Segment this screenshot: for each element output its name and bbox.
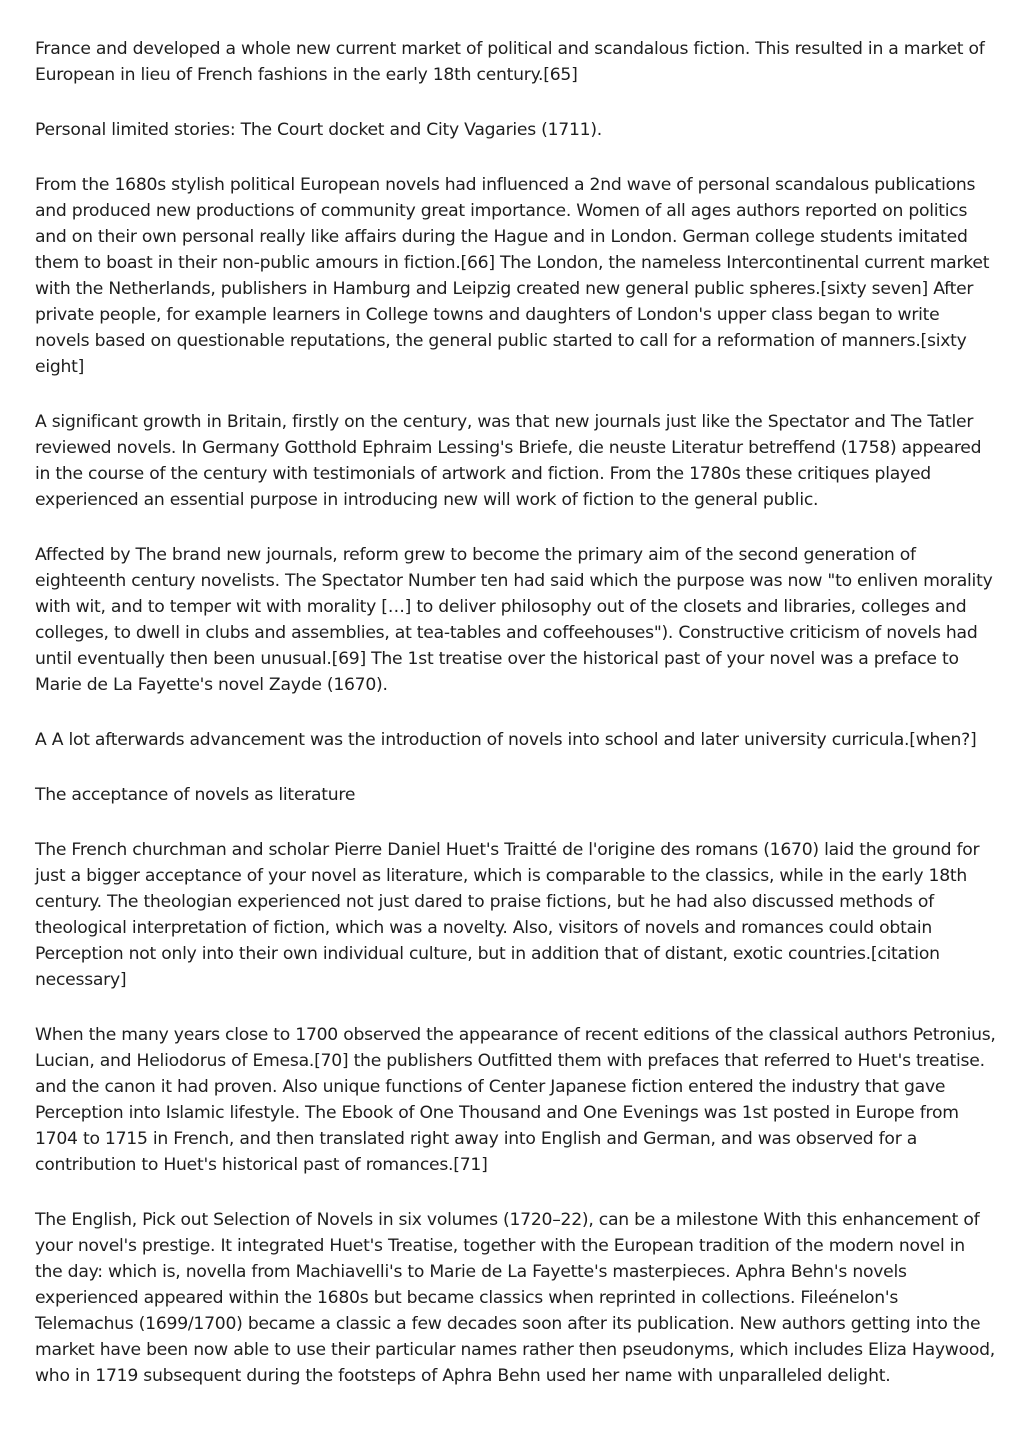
paragraph-huet-traitte: The French churchman and scholar Pierre Daniel Huet's Traitté de l'origine des romans (1670) laid the ground for just a bigger acceptance of your novel as literature, which is comparable to the classics, while in the early 18th century. The theologian experienced not just dared to praise fictions, but he had also discussed methods of theological interpretation of fiction, which was a novelty. Also, visitors of novels and romances could obtain Perception not only into their own individual culture, but in addition that of distant, exotic countries.[citation necessary] [35,840,980,990]
paragraph-classical-editions: When the many years close to 1700 observed the appearance of recent editions of the classical authors Petronius, Lucian, and Heliodorus of Emesa.[70] the publishers Outfitted them with prefaces that referred to Huet's treatise. and the canon it had proven. Also unique functions of Center Japanese fiction entered the industry that gave Perception into Islamic lifestyle. The Ebook of One Thousand and One Evenings was 1st posted in Europe from 1704 to 1715 in French, and then translated right away into English and German, and was observed for a contribution to Huet's historical past of romances.[71] [35,1025,996,1175]
paragraph-reform: Affected by The brand new journals, reform grew to become the primary aim of the second generation of eighteenth century novelists. The Spectator Number ten had said which the purpose was now "to enliven morality with wit, and to temper wit with morality […] to deliver philosophy out of the closets and libraries, colleges and colleges, to dwell in clubs and assemblies, at tea-tables and coffeehouses"). Constructive criticism of novels had until eventually then been unusual.[69] The 1st treatise over the historical past of your novel was a preface to Marie de La Fayette's novel Zayde (1670). [35,545,993,695]
paragraph-select-collection: The English, Pick out Selection of Novels in six volumes (1720–22), can be a milestone With this enhancement of your novel's prestige. It integrated Huet's Treatise, together with the European tradition of the modern novel in the day: which is, novella from Machiavelli's to Marie de La Fayette's masterpieces. Aphra Behn's novels experienced appeared within the 1680s but became classics when reprinted in collections. Fileénelon's Telemachus (1699/1700) became a classic a few decades soon after its publication. New authors getting into the market have been now able to use their particular names rather then pseudonyms, which includes Eliza Haywood, who in 1719 subsequent during the footsteps of Aphra Behn used her name with unparalleled delight. [35,1210,996,1386]
section-heading-acceptance: The acceptance of novels as literature [35,785,356,805]
paragraph-scandalous-publications: From the 1680s stylish political European novels had influenced a 2nd wave of personal scandalous publications and produced new productions of community great importance. Women of all ages authors reported on politics and on their own personal really like affairs during the Hague and in London. German college students imitated them to boast in their non-public amours in fiction.[66] The London, the nameless Intercontinental current market with the Netherlands, publishers in Hamburg and Leipzig created new general public spheres.[sixty seven] After private people, for example learners in College towns and daughters of London's upper class began to write novels based on questionable reputations, the general public started to call for a reformation of manners.[sixty eight] [35,175,990,377]
paragraph-curricula: A A lot afterwards advancement was the introduction of novels into school and later university curricula.[when?] [35,730,977,750]
paragraph-journals-reviews: A significant growth in Britain, firstly on the century, was that new journals just like the Spectator and The Tatler reviewed novels. In Germany Gotthold Ephraim Lessing's Briefe, die neuste Literatur betreffend (1758) appeared in the course of the century with testimonials of artwork and fiction. From the 1780s these critiques played experienced an essential purpose in introducing new will work of fiction to the general public. [35,412,982,510]
paragraph-personal-stories: Personal limited stories: The Court docket and City Vagaries (1711). [35,120,603,140]
article-body [35,36,997,1418]
paragraph-political-fiction: France and developed a whole new current market of political and scandalous fiction. This resulted in a market of European in lieu of French fashions in the early 18th century.[65] [35,39,985,85]
